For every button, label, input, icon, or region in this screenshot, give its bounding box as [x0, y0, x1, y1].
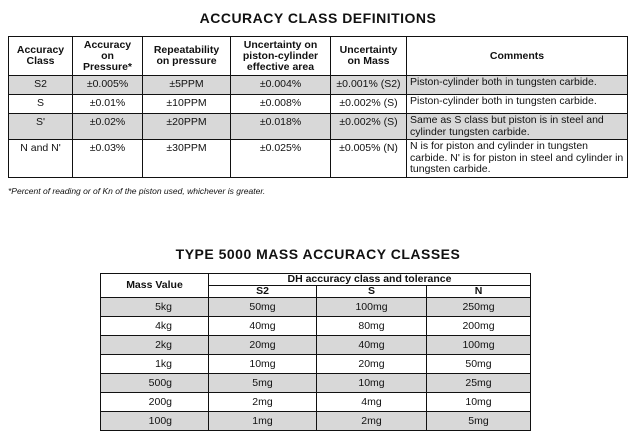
table-row	[101, 374, 531, 393]
cell-comment: Piston-cylinder both in tungsten carbide.	[407, 95, 628, 114]
header-uncertainty-area: Uncertainty on piston-cylinder effective area	[231, 37, 331, 76]
cell-s2: 5mg	[209, 374, 317, 393]
header-comments: Comments	[407, 37, 628, 76]
footnote: *Percent of reading or of Kn of the piston used, whichever is greater.	[8, 186, 266, 196]
cell-mass-value: 2kg	[101, 336, 209, 355]
cell-class: S	[9, 95, 73, 114]
mass-table-title: TYPE 5000 MASS ACCURACY CLASSES	[175, 246, 461, 262]
cell-mass: ±0.002% (S)	[331, 95, 407, 114]
table-header-row	[9, 37, 628, 76]
cell-s: 40mg	[317, 336, 427, 355]
cell-s2: 40mg	[209, 317, 317, 336]
cell-pressure: ±0.005%	[73, 76, 143, 95]
cell-comment: Same as S class but piston is in steel and cylinder tungsten carbide.	[407, 114, 628, 140]
cell-s2: 2mg	[209, 393, 317, 412]
cell-n: 5mg	[427, 412, 531, 431]
table-row	[101, 412, 531, 431]
cell-comment: Piston-cylinder both in tungsten carbide.	[407, 76, 628, 95]
cell-class: N and N'	[9, 140, 73, 178]
cell-repeatability: ±10PPM	[143, 95, 231, 114]
cell-s: 4mg	[317, 393, 427, 412]
cell-area: ±0.018%	[231, 114, 331, 140]
cell-pressure: ±0.02%	[73, 114, 143, 140]
cell-mass-value: 5kg	[101, 298, 209, 317]
table-row	[9, 140, 628, 178]
cell-pressure: ±0.01%	[73, 95, 143, 114]
cell-s2: 20mg	[209, 336, 317, 355]
table-row	[101, 317, 531, 336]
header-class-s2: S2	[209, 286, 317, 298]
header-class-n: N	[427, 286, 531, 298]
table-row	[101, 336, 531, 355]
cell-n: 10mg	[427, 393, 531, 412]
cell-n: 100mg	[427, 336, 531, 355]
cell-mass: ±0.001% (S2)	[331, 76, 407, 95]
cell-mass-value: 200g	[101, 393, 209, 412]
table-row	[9, 114, 628, 140]
cell-mass-value: 100g	[101, 412, 209, 431]
header-accuracy-on-pressure: Accuracy on Pressure*	[73, 37, 143, 76]
cell-s: 20mg	[317, 355, 427, 374]
table-header-row	[101, 274, 531, 286]
header-class-s: S	[317, 286, 427, 298]
cell-pressure: ±0.03%	[73, 140, 143, 178]
cell-repeatability: ±20PPM	[143, 114, 231, 140]
cell-s: 10mg	[317, 374, 427, 393]
accuracy-table-title: ACCURACY CLASS DEFINITIONS	[199, 10, 437, 26]
cell-area: ±0.025%	[231, 140, 331, 178]
cell-s: 100mg	[317, 298, 427, 317]
accuracy-class-table	[8, 36, 628, 178]
table-row	[101, 298, 531, 317]
cell-s2: 1mg	[209, 412, 317, 431]
cell-n: 50mg	[427, 355, 531, 374]
cell-mass: ±0.002% (S)	[331, 114, 407, 140]
header-accuracy-class: Accuracy Class	[9, 37, 73, 76]
cell-class: S'	[9, 114, 73, 140]
table-row	[101, 393, 531, 412]
cell-mass-value: 4kg	[101, 317, 209, 336]
header-uncertainty-mass: Uncertainty on Mass	[331, 37, 407, 76]
cell-mass-value: 1kg	[101, 355, 209, 374]
cell-area: ±0.004%	[231, 76, 331, 95]
cell-s: 2mg	[317, 412, 427, 431]
cell-area: ±0.008%	[231, 95, 331, 114]
cell-n: 250mg	[427, 298, 531, 317]
table-row	[9, 76, 628, 95]
header-mass-value: Mass Value	[101, 274, 209, 298]
cell-n: 200mg	[427, 317, 531, 336]
table-row	[101, 355, 531, 374]
cell-mass-value: 500g	[101, 374, 209, 393]
header-repeatability: Repeatability on pressure	[143, 37, 231, 76]
cell-s: 80mg	[317, 317, 427, 336]
cell-n: 25mg	[427, 374, 531, 393]
cell-mass: ±0.005% (N)	[331, 140, 407, 178]
cell-repeatability: ±5PPM	[143, 76, 231, 95]
cell-s2: 10mg	[209, 355, 317, 374]
cell-class: S2	[9, 76, 73, 95]
mass-accuracy-table	[100, 273, 531, 431]
header-class-group: DH accuracy class and tolerance	[209, 274, 531, 286]
cell-comment: N is for piston and cylinder in tungsten carbide. N' is for piston in steel and cylinder in tungsten carbide.	[407, 140, 628, 178]
cell-repeatability: ±30PPM	[143, 140, 231, 178]
cell-s2: 50mg	[209, 298, 317, 317]
table-row	[9, 95, 628, 114]
